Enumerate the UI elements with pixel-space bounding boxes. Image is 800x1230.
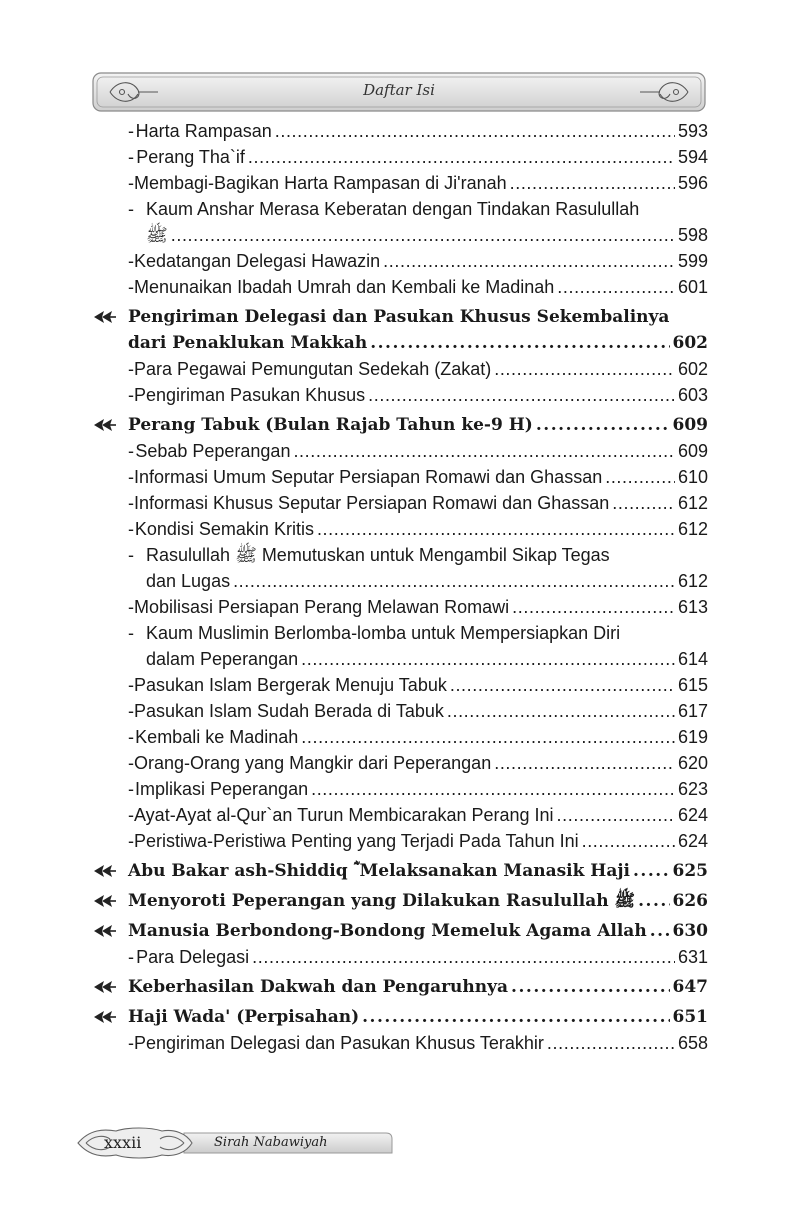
- toc-page-number: 602: [677, 359, 708, 379]
- toc-entry-title: Mobilisasi Persiapan Perang Melawan Romawi: [134, 597, 510, 617]
- toc-entry-line: [128, 412, 708, 438]
- toc-chapter-entry[interactable]: [92, 858, 708, 884]
- leader-dots: [547, 1030, 675, 1056]
- toc-entry-title: Manusia Berbondong-Bondong Memeluk Agama Allah: [128, 921, 647, 941]
- toc-entry-title: Kaum Anshar Merasa Keberatan dengan Tindakan Rasulullah: [146, 199, 640, 219]
- toc-section-entry[interactable]: [92, 776, 708, 802]
- toc-entry-title: Kedatangan Delegasi Hawazin: [134, 251, 381, 271]
- toc-page-number: 651: [672, 1007, 708, 1027]
- toc-page-number: 624: [677, 805, 708, 825]
- toc-entry-title: dalam Peperangan: [146, 649, 299, 669]
- leader-dots: [383, 248, 675, 274]
- toc-entry-line: [128, 646, 708, 672]
- toc-section-entry[interactable]: [92, 382, 708, 408]
- entry-dash: -: [128, 805, 134, 825]
- toc-entry-title: Informasi Khusus Seputar Persiapan Romawi dan Ghassan: [134, 493, 610, 513]
- toc-entry-line: [128, 750, 708, 776]
- toc-entry-line: [128, 144, 708, 170]
- toc-entry-line: [128, 170, 708, 196]
- page-footer: [74, 1125, 394, 1161]
- toc-entry-title: Kaum Muslimin Berlomba-lomba untuk Mempersiapkan Diri: [146, 623, 621, 643]
- leader-dots: [311, 776, 675, 802]
- toc-page-number: 625: [672, 861, 708, 881]
- toc-entry-title: Menyoroti Peperangan yang Dilakukan Rasulullah ﷺ: [128, 891, 636, 911]
- toc-entry-line: [128, 356, 708, 382]
- toc-page-number: 613: [677, 597, 708, 617]
- leader-dots: [512, 594, 675, 620]
- toc-section-entry[interactable]: [92, 144, 708, 170]
- leader-dots: [510, 170, 675, 196]
- toc-section-entry[interactable]: [92, 750, 708, 776]
- toc-section-entry[interactable]: [92, 438, 708, 464]
- toc-entry-line: [128, 248, 708, 274]
- toc-section-entry[interactable]: [92, 672, 708, 698]
- leader-dots: [536, 412, 670, 438]
- toc-entry-line: [128, 196, 708, 222]
- toc-page-number: 594: [677, 147, 708, 167]
- chapter-bullet-icon: [92, 861, 116, 881]
- toc-section-entry[interactable]: [92, 248, 708, 274]
- leader-dots: [633, 858, 670, 884]
- toc-chapter-entry[interactable]: [92, 412, 708, 438]
- toc-entry-title: Informasi Umum Seputar Persiapan Romawi dan Ghassan: [134, 467, 603, 487]
- toc-entry-line: [128, 542, 708, 568]
- toc-entry-line: [128, 724, 708, 750]
- entry-dash: -: [128, 467, 134, 487]
- toc-entry-title: Kembali ke Madinah: [135, 727, 299, 747]
- toc-page-number: 615: [677, 675, 708, 695]
- entry-dash: -: [128, 623, 134, 643]
- toc-entry-title: Para Delegasi: [136, 947, 250, 967]
- toc-section-entry[interactable]: [92, 118, 708, 144]
- entry-dash: -: [128, 121, 134, 141]
- toc-entry-title: ﷺ: [146, 225, 168, 245]
- toc-entry-line: [128, 304, 708, 330]
- toc-entry-line: [128, 698, 708, 724]
- leader-dots: [494, 356, 675, 382]
- toc-entry-title: Keberhasilan Dakwah dan Pengaruhnya: [128, 977, 509, 997]
- entry-dash: -: [128, 385, 134, 405]
- chapter-bullet-icon: [92, 1007, 116, 1027]
- toc-page-number: 598: [677, 225, 708, 245]
- toc-page-number: 624: [677, 831, 708, 851]
- page-number: xxxii: [104, 1133, 142, 1152]
- toc-entry-title: dan Lugas: [146, 571, 231, 591]
- leader-dots: [511, 974, 669, 1000]
- leader-dots: [650, 918, 670, 944]
- leader-dots: [370, 330, 669, 356]
- toc-entry-line: [128, 802, 708, 828]
- toc-section-entry[interactable]: [92, 542, 708, 594]
- toc-entry-title: Implikasi Peperangan: [134, 779, 309, 799]
- toc-section-entry[interactable]: [92, 698, 708, 724]
- entry-dash: -: [128, 597, 134, 617]
- entry-dash: -: [128, 753, 134, 773]
- toc-section-entry[interactable]: [92, 516, 708, 542]
- leader-dots: [293, 438, 675, 464]
- toc-entry-line: [128, 828, 708, 854]
- toc-entry-title: Haji Wada' (Perpisahan): [128, 1007, 360, 1027]
- toc-entry-line: [128, 918, 708, 944]
- chapter-bullet-icon: [92, 891, 116, 911]
- leader-dots: [317, 516, 675, 542]
- toc-page-number: 612: [677, 519, 708, 539]
- toc-chapter-entry[interactable]: [92, 888, 708, 914]
- toc-entry-title: Pengiriman Delegasi dan Pasukan Khusus Sekembalinya: [128, 307, 670, 327]
- toc-page-number: 609: [677, 441, 708, 461]
- entry-dash: -: [128, 519, 134, 539]
- leader-dots: [368, 382, 675, 408]
- toc-section-entry[interactable]: [92, 274, 708, 300]
- running-book-title: Sirah Nabawiyah: [214, 1135, 328, 1150]
- toc-entry-line: [128, 776, 708, 802]
- toc-entry-line: [128, 858, 708, 884]
- toc-entry-title: Pengiriman Delegasi dan Pasukan Khusus Terakhir: [134, 1033, 544, 1053]
- toc-page-number: 602: [672, 333, 708, 353]
- toc-page-number: 647: [672, 977, 708, 997]
- toc-entry-title: Sebab Peperangan: [135, 441, 291, 461]
- toc-section-entry[interactable]: [92, 802, 708, 828]
- toc-page-number: 603: [677, 385, 708, 405]
- toc-entry-line: [128, 672, 708, 698]
- toc-entry-title: Harta Rampasan: [135, 121, 272, 141]
- leader-dots: [494, 750, 675, 776]
- toc-entry-line: [128, 222, 708, 248]
- entry-dash: -: [128, 277, 134, 297]
- entry-dash: -: [128, 947, 134, 967]
- toc-section-entry[interactable]: [92, 170, 708, 196]
- entry-dash: -: [128, 545, 134, 565]
- toc-page-number: 596: [677, 173, 708, 193]
- entry-dash: -: [128, 199, 134, 219]
- toc-entry-title: Ayat-Ayat al-Qur`an Turun Membicarakan Perang Ini: [134, 805, 554, 825]
- toc-page-number: 623: [677, 779, 708, 799]
- toc-entry-title: Rasulullah ﷺ Memutuskan untuk Mengambil Sikap Tegas: [146, 545, 610, 565]
- leader-dots: [557, 274, 675, 300]
- toc-entry-line: [128, 464, 708, 490]
- chapter-bullet-icon: [92, 977, 116, 997]
- toc-entry-title: Peristiwa-Peristiwa Penting yang Terjadi Pada Tahun Ini: [134, 831, 579, 851]
- toc-entry-line: [128, 516, 708, 542]
- toc-entry-line: [128, 944, 708, 970]
- table-of-contents: [92, 118, 708, 1056]
- toc-section-entry[interactable]: [92, 1030, 708, 1056]
- toc-entry-line: [128, 438, 708, 464]
- toc-page-number: 599: [677, 251, 708, 271]
- leader-dots: [447, 698, 675, 724]
- toc-entry-line: [128, 594, 708, 620]
- leader-dots: [638, 888, 669, 914]
- toc-entry-title: Pasukan Islam Sudah Berada di Tabuk: [134, 701, 444, 721]
- chapter-bullet-icon: [92, 921, 116, 941]
- toc-entry-title: Menunaikan Ibadah Umrah dan Kembali ke Madinah: [134, 277, 555, 297]
- toc-chapter-entry[interactable]: [92, 918, 708, 944]
- toc-entry-line: [128, 490, 708, 516]
- leader-dots: [605, 464, 675, 490]
- leader-dots: [450, 672, 675, 698]
- toc-section-entry[interactable]: [92, 490, 708, 516]
- entry-dash: -: [128, 701, 134, 721]
- entry-dash: -: [128, 675, 134, 695]
- leader-dots: [301, 646, 675, 672]
- toc-page-number: 619: [677, 727, 708, 747]
- toc-section-entry[interactable]: [92, 356, 708, 382]
- entry-dash: -: [128, 831, 134, 851]
- toc-page-number: 617: [677, 701, 708, 721]
- toc-entry-line: [128, 274, 708, 300]
- toc-chapter-entry[interactable]: [92, 974, 708, 1000]
- toc-chapter-entry[interactable]: [92, 1004, 708, 1030]
- entry-dash: -: [128, 493, 134, 513]
- toc-entry-line: [128, 888, 708, 914]
- toc-entry-title: dari Penaklukan Makkah: [128, 333, 368, 353]
- toc-section-entry[interactable]: [92, 828, 708, 854]
- toc-page-number: 612: [677, 493, 708, 513]
- toc-page-number: 610: [677, 467, 708, 487]
- toc-entry-line: [128, 1030, 708, 1056]
- toc-entry-title: Orang-Orang yang Mangkir dari Peperangan: [134, 753, 492, 773]
- leader-dots: [301, 724, 675, 750]
- toc-section-entry[interactable]: [92, 594, 708, 620]
- toc-entry-title: Pasukan Islam Bergerak Menuju Tabuk: [134, 675, 447, 695]
- leader-dots: [233, 568, 675, 594]
- toc-page-number: 631: [677, 947, 708, 967]
- leader-dots: [275, 118, 675, 144]
- toc-entry-title: Para Pegawai Pemungutan Sedekah (Zakat): [134, 359, 492, 379]
- toc-page-number: 614: [677, 649, 708, 669]
- toc-section-entry[interactable]: [92, 464, 708, 490]
- toc-page-number: 593: [677, 121, 708, 141]
- header-title: Daftar Isi: [363, 81, 435, 99]
- entry-dash: -: [128, 1033, 134, 1053]
- toc-page-number: 601: [677, 277, 708, 297]
- entry-dash: -: [128, 359, 134, 379]
- entry-dash: -: [128, 727, 134, 747]
- entry-dash: -: [128, 441, 134, 461]
- entry-dash: -: [128, 147, 134, 167]
- toc-entry-line: [128, 568, 708, 594]
- toc-section-entry[interactable]: [92, 620, 708, 672]
- toc-entry-line: [128, 382, 708, 408]
- leader-dots: [612, 490, 675, 516]
- toc-entry-title: Pengiriman Pasukan Khusus: [134, 385, 366, 405]
- toc-entry-line: [128, 330, 708, 356]
- toc-chapter-entry[interactable]: [92, 304, 708, 356]
- toc-entry-line: [128, 1004, 708, 1030]
- toc-entry-line: [128, 974, 708, 1000]
- leader-dots: [171, 222, 675, 248]
- toc-entry-title: Kondisi Semakin Kritis: [134, 519, 314, 539]
- toc-section-entry[interactable]: [92, 724, 708, 750]
- toc-entry-title: Membagi-Bagikan Harta Rampasan di Ji'ranah: [134, 173, 507, 193]
- leader-dots: [362, 1004, 669, 1030]
- leader-dots: [582, 828, 675, 854]
- toc-entry-line: [128, 118, 708, 144]
- toc-entry-title: Abu Bakar ash-Shiddiq ؓ Melaksanakan Manasik Haji: [128, 861, 630, 881]
- entry-dash: -: [128, 173, 134, 193]
- toc-page-number: 620: [677, 753, 708, 773]
- toc-entry-line: [128, 620, 708, 646]
- toc-section-entry[interactable]: [92, 944, 708, 970]
- toc-page-number: 612: [677, 571, 708, 591]
- leader-dots: [252, 944, 675, 970]
- entry-dash: -: [128, 251, 134, 271]
- page-header: [92, 72, 706, 112]
- toc-page-number: 658: [677, 1033, 708, 1053]
- leader-dots: [557, 802, 675, 828]
- toc-page-number: 609: [672, 415, 708, 435]
- toc-section-entry[interactable]: [92, 196, 708, 248]
- toc-entry-title: Perang Tha`if: [136, 147, 245, 167]
- toc-page-number: 626: [672, 891, 708, 911]
- leader-dots: [248, 144, 675, 170]
- chapter-bullet-icon: [92, 307, 116, 327]
- chapter-bullet-icon: [92, 415, 116, 435]
- entry-dash: -: [128, 779, 134, 799]
- toc-page-number: 630: [672, 921, 708, 941]
- toc-entry-title: Perang Tabuk (Bulan Rajab Tahun ke-9 H): [128, 415, 533, 435]
